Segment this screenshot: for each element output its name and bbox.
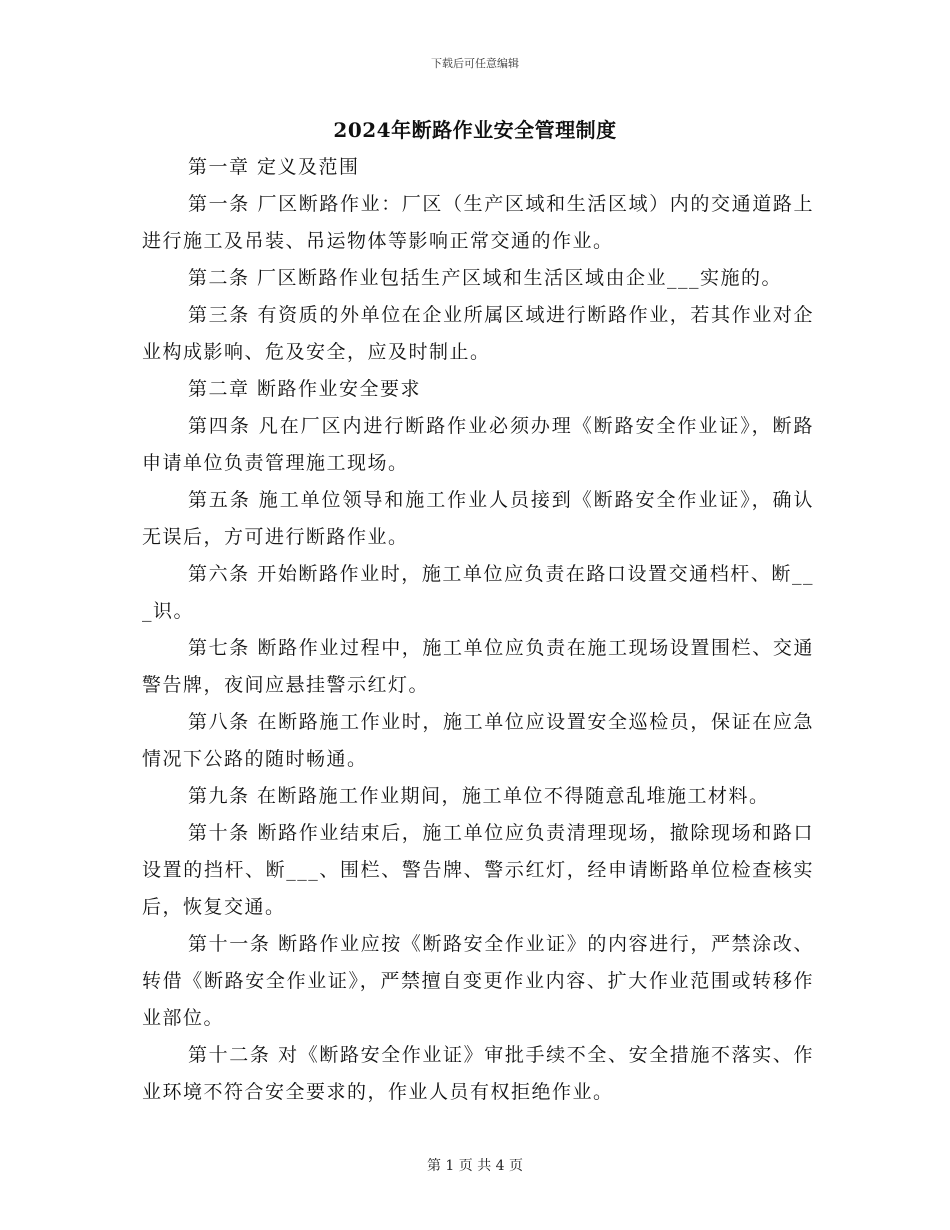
article-7: 第七条 断路作业过程中，施工单位应负责在施工现场设置围栏、交通警告牌，夜间应悬挂警示红灯。 — [142, 637, 814, 696]
document-body — [142, 149, 814, 1111]
chapter-heading-1: 第一章 定义及范围 — [188, 156, 360, 178]
article-11: 第十一条 断路作业应按《断路安全作业证》的内容进行，严禁涂改、转借《断路安全作业证》，严禁擅自变更作业内容、扩大作业范围或转移作业部位。 — [142, 933, 814, 1029]
page-footer: 第 1 页 共 4 页 — [426, 1158, 524, 1174]
article-8: 第八条 在断路施工作业时，施工单位应设置安全巡检员，保证在应急情况下公路的随时畅通。 — [142, 711, 814, 770]
article-3: 第三条 有资质的外单位在企业所属区域进行断路作业，若其作业对企业构成影响、危及安全，应及时制止。 — [142, 304, 814, 363]
article-9: 第九条 在断路施工作业期间，施工单位不得随意乱堆施工材料。 — [188, 785, 770, 807]
article-1: 第一条 厂区断路作业：厂区（生产区域和生活区域）内的交通道路上进行施工及吊装、吊运物体等影响正常交通的作业。 — [142, 193, 814, 252]
article-6: 第六条 开始断路作业时，施工单位应负责在路口设置交通档杆、断___识。 — [142, 563, 814, 622]
article-2: 第二条 厂区断路作业包括生产区域和生活区域由企业___实施的。 — [188, 267, 783, 289]
header-note: 下载后可任意编辑 — [431, 57, 519, 70]
document-title: 2024年断路作业安全管理制度 — [333, 118, 617, 142]
article-12: 第十二条 对《断路安全作业证》审批手续不全、安全措施不落实、作业环境不符合安全要求的，作业人员有权拒绝作业。 — [142, 1044, 814, 1103]
article-5: 第五条 施工单位领导和施工作业人员接到《断路安全作业证》，确认无误后，方可进行断路作业。 — [142, 489, 814, 548]
article-4: 第四条 凡在厂区内进行断路作业必须办理《断路安全作业证》，断路申请单位负责管理施工现场。 — [142, 415, 814, 474]
chapter-heading-2: 第二章 断路作业安全要求 — [188, 378, 422, 400]
article-10: 第十条 断路作业结束后，施工单位应负责清理现场，撤除现场和路口设置的挡杆、断___、围栏、警告牌、警示红灯，经申请断路单位检查核实后，恢复交通。 — [142, 822, 814, 918]
